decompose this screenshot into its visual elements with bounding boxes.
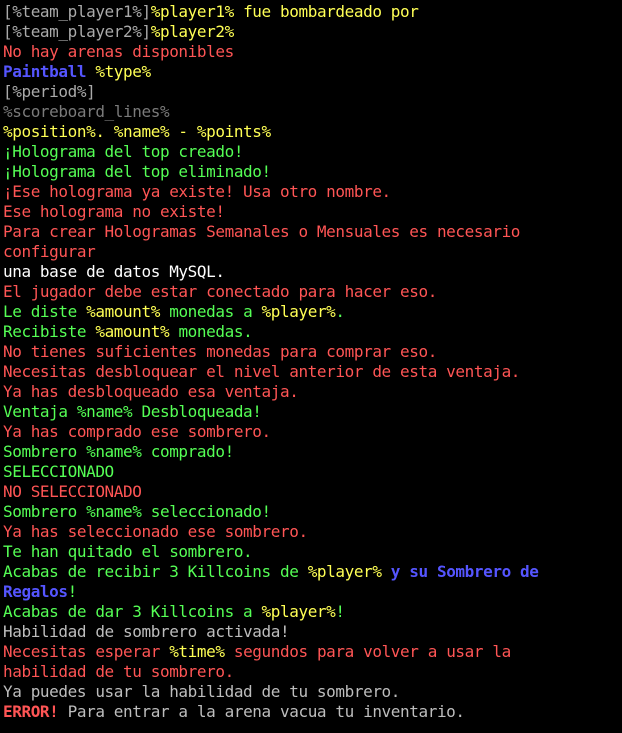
chat-line-period	[3, 82, 615, 102]
chat-line-jugador-conectado	[3, 282, 615, 302]
chat-log	[3, 2, 615, 722]
chat-line-sombrero-seleccionado	[3, 502, 615, 522]
chat-line-holograma-existe	[3, 182, 615, 202]
regalos-text: Regalos	[3, 582, 68, 601]
message-text: configurar	[3, 242, 96, 261]
message-text: Ya puedes usar la habilidad de tu sombrero.	[3, 682, 401, 701]
chat-line-ya-puedes-usar	[3, 682, 615, 702]
chat-line-bombardeado-1	[3, 2, 615, 22]
message-text: Recibiste	[3, 322, 96, 341]
chat-line-paintball-title	[3, 62, 615, 82]
chat-line-holograma-creado	[3, 142, 615, 162]
message-text: Para crear Hologramas Semanales o Mensuales es necesario	[3, 222, 521, 241]
team-player1-tag: [%team_player1%]	[3, 2, 151, 21]
chat-line-seleccionado	[3, 462, 615, 482]
message-text: Acabas de recibir 3 Killcoins de	[3, 562, 308, 581]
player-placeholder: %player%	[307, 562, 382, 581]
chat-line-position	[3, 122, 615, 142]
message-text: Necesitas esperar	[3, 642, 170, 661]
message-text: Ventaja %name% Desbloqueada!	[3, 402, 262, 421]
bombardeado-text: fue bombardeado por	[233, 2, 419, 21]
message-text: !	[67, 582, 77, 601]
message-text: Para entrar a la arena vacua tu inventario.	[58, 702, 465, 721]
message-text: Te han quitado el sombrero.	[3, 542, 253, 561]
chat-line-recibir-killcoins	[3, 562, 615, 582]
message-text: habilidad de tu sombrero.	[3, 662, 234, 681]
chat-line-configurar	[3, 242, 615, 262]
error-label: ERROR!	[3, 702, 59, 721]
chat-line-dar-killcoins	[3, 602, 615, 622]
amount-placeholder: %amount%	[86, 302, 160, 321]
chat-line-desbloquear-nivel	[3, 362, 615, 382]
message-text: %position%. %name% - %points%	[3, 122, 271, 141]
chat-line-regalos	[3, 582, 615, 602]
chat-line-no-seleccionado	[3, 482, 615, 502]
chat-line-ventaja-desbloqueada	[3, 402, 615, 422]
message-text: No hay arenas disponibles	[3, 42, 234, 61]
message-text: y su Sombrero de	[381, 562, 539, 581]
message-text: No tienes suficientes monedas para comprar eso.	[3, 342, 437, 361]
message-text: !	[335, 602, 345, 621]
chat-line-habilidad-activada	[3, 622, 615, 642]
chat-line-quitado-sombrero	[3, 542, 615, 562]
message-text: %scoreboard_lines%	[3, 102, 170, 121]
chat-line-holograma-no-existe	[3, 202, 615, 222]
message-text: Sombrero %name% seleccionado!	[3, 502, 271, 521]
message-text: monedas a	[159, 302, 262, 321]
message-text: Acabas de dar 3 Killcoins a	[3, 602, 262, 621]
chat-line-sombrero-comprado	[3, 442, 615, 462]
message-text: Necesitas desbloquear el nivel anterior de esta ventaja.	[3, 362, 521, 381]
chat-line-bombardeado-2	[3, 22, 615, 42]
message-text: ¡Holograma del top eliminado!	[3, 162, 271, 181]
message-text: SELECCIONADO	[3, 462, 114, 481]
chat-line-recibiste	[3, 322, 615, 342]
chat-line-ya-seleccionado	[3, 522, 615, 542]
message-text: ¡Ese holograma ya existe! Usa otro nombre.	[3, 182, 391, 201]
chat-line-holograma-eliminado	[3, 162, 615, 182]
message-text: segundos para volver a usar la	[224, 642, 511, 661]
message-text: Le diste	[3, 302, 87, 321]
chat-line-no-monedas	[3, 342, 615, 362]
message-text: NO SELECCIONADO	[3, 482, 142, 501]
message-text: Ya has desbloqueado esa ventaja.	[3, 382, 299, 401]
message-text: Sombrero %name% comprado!	[3, 442, 234, 461]
chat-line-mysql	[3, 262, 615, 282]
chat-line-ya-comprado	[3, 422, 615, 442]
chat-line-error	[3, 702, 615, 722]
chat-line-esperar-time	[3, 642, 615, 662]
player-placeholder: %player%	[261, 602, 336, 621]
time-placeholder: %time%	[169, 642, 225, 661]
message-text: Ese holograma no existe!	[3, 202, 225, 221]
chat-line-le-diste	[3, 302, 615, 322]
player-placeholder: %player%	[261, 302, 336, 321]
chat-line-habilidad-sombrero	[3, 662, 615, 682]
player2-name: %player2%	[150, 22, 234, 41]
message-text: .	[335, 302, 345, 321]
team-player2-tag: [%team_player2%]	[3, 22, 151, 41]
message-text: Ya has seleccionado ese sombrero.	[3, 522, 308, 541]
message-text: [%period%]	[3, 82, 96, 101]
message-text: una base de datos MySQL.	[3, 262, 225, 281]
chat-line-ya-desbloqueado	[3, 382, 615, 402]
message-text: Ya has comprado ese sombrero.	[3, 422, 271, 441]
player1-name: %player1%	[150, 2, 234, 21]
message-text: ¡Holograma del top creado!	[3, 142, 244, 161]
chat-line-hologramas-semanales	[3, 222, 615, 242]
message-text: monedas.	[169, 322, 253, 341]
paintball-label: Paintball	[3, 62, 87, 81]
message-text: Habilidad de sombrero activada!	[3, 622, 290, 641]
amount-placeholder: %amount%	[95, 322, 170, 341]
chat-line-no-arenas	[3, 42, 615, 62]
type-placeholder: %type%	[86, 62, 151, 81]
message-text: El jugador debe estar conectado para hacer eso.	[3, 282, 437, 301]
chat-line-scoreboard-lines	[3, 102, 615, 122]
